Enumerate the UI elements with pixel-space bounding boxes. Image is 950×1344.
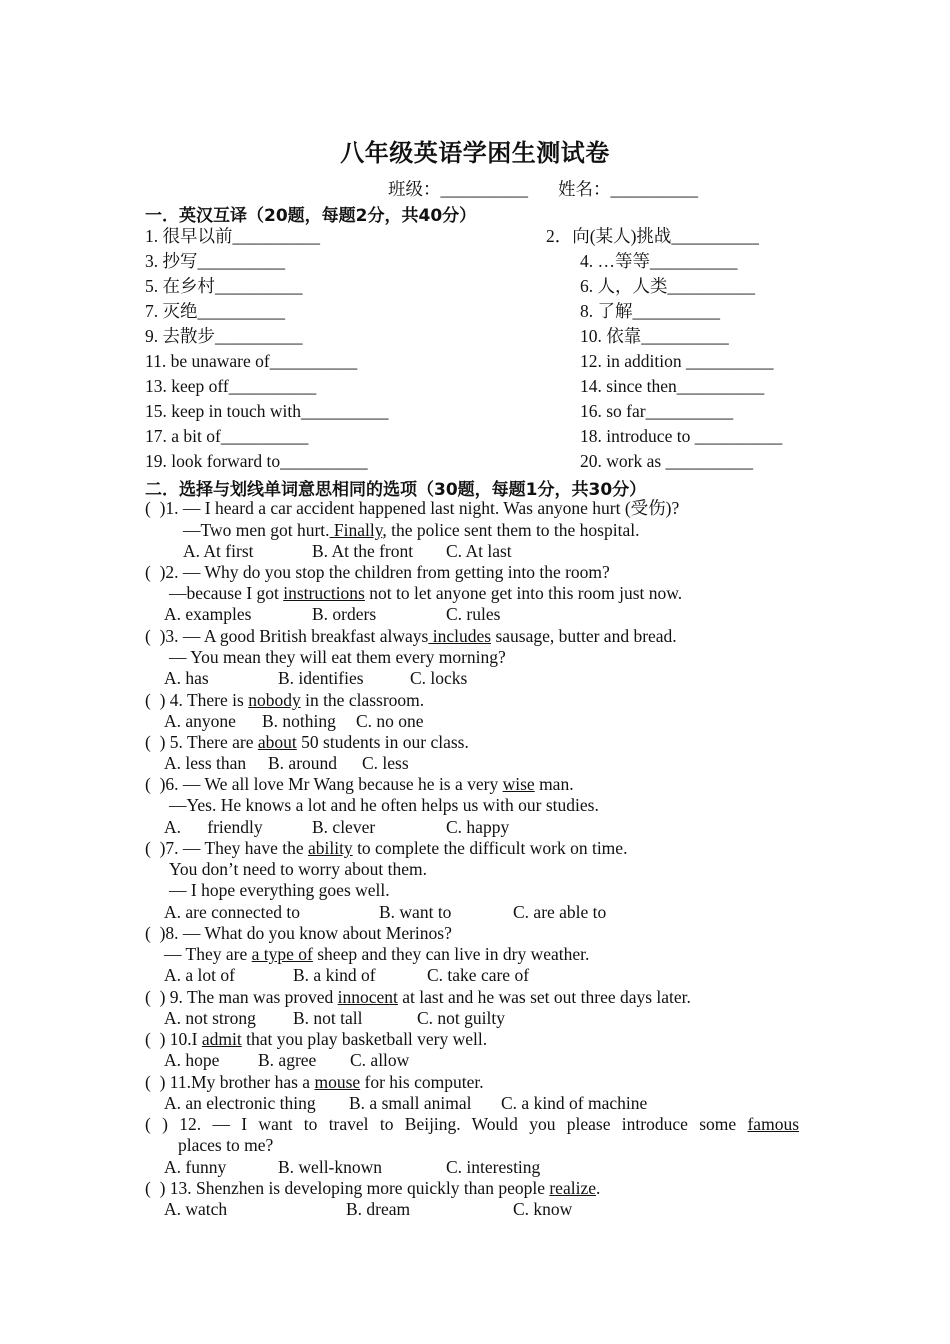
q7-option-b: B. want to	[379, 902, 452, 922]
q12-option-b: B. well-known	[278, 1157, 383, 1177]
vocab-item-5: 5. 在乡村__________	[145, 276, 303, 296]
q10-underlined-word: admit	[201, 1029, 242, 1049]
q3-underlined-word: includes	[428, 626, 492, 646]
q1-option-c: C. At last	[446, 541, 512, 561]
q12-underlined-word: famous	[747, 1114, 800, 1134]
name-field: 姓名：__________	[558, 179, 698, 199]
q10-option-c: C. allow	[350, 1050, 410, 1070]
student-info	[388, 176, 698, 201]
q9-underlined-word: innocent	[337, 987, 398, 1007]
vocab-item-2: 2．向(某人)挑战__________	[546, 226, 759, 246]
q10-question: ( ) 10.I admit that you play basketball very well.	[145, 1029, 488, 1049]
q11-option-a: A. an electronic thing	[164, 1093, 316, 1113]
q10-option-a: A. hope	[164, 1050, 220, 1070]
q6-question: ( )6. — We all love Mr Wang because he is a very wise man.	[145, 774, 574, 794]
q8-reply: — They are a type of sheep and they can live in dry weather.	[164, 944, 590, 964]
q3-reply: — You mean they will eat them every morning?	[169, 647, 506, 667]
vocab-item-18: 18. introduce to __________	[580, 426, 783, 446]
q8-underlined-word: a type of	[251, 944, 313, 964]
q9-question: ( ) 9. The man was proved innocent at last and he was set out three days later.	[145, 987, 691, 1007]
vocab-item-12: 12. in addition __________	[580, 351, 774, 371]
q12-option-a: A. funny	[164, 1157, 227, 1177]
q3-option-b: B. identifies	[278, 668, 364, 688]
q3-question: ( )3. — A good British breakfast always includes sausage, butter and bread.	[145, 626, 677, 646]
vocab-item-17: 17. a bit of__________	[145, 426, 309, 446]
vocab-item-4: 4. …等等__________	[580, 251, 738, 271]
q2-underlined-word: instructions	[283, 583, 365, 603]
q2-option-c: C. rules	[446, 604, 501, 624]
vocab-item-15: 15. keep in touch with__________	[145, 401, 389, 421]
vocab-item-3: 3. 抄写__________	[145, 251, 285, 271]
q1-option-a: A. At first	[183, 541, 254, 561]
q6-option-a: A. friendly	[164, 817, 263, 837]
q7-option-c: C. are able to	[513, 902, 607, 922]
q2-option-b: B. orders	[312, 604, 377, 624]
section1-heading: 一．英汉互译（20题，每题2分，共40分）	[145, 206, 477, 226]
q4-option-b: B. nothing	[262, 711, 336, 731]
q2-option-a: A. examples	[164, 604, 252, 624]
vocab-item-11: 11. be unaware of__________	[145, 351, 358, 371]
class-field: 班级：__________	[388, 179, 528, 199]
q13-underlined-word: realize	[549, 1178, 596, 1198]
vocab-item-1: 1. 很早以前__________	[145, 226, 320, 246]
q12-question-cont: places to me?	[178, 1135, 274, 1155]
q7-option-a: A. are connected to	[164, 902, 301, 922]
q9-option-b: B. not tall	[293, 1008, 363, 1028]
q3-option-c: C. locks	[410, 668, 468, 688]
q13-option-b: B. dream	[346, 1199, 411, 1219]
q1-reply: —Two men got hurt. Finally, the police sent them to the hospital.	[183, 520, 640, 540]
q4-underlined-word: nobody	[248, 690, 301, 710]
q4-question: ( ) 4. There is nobody in the classroom.	[145, 690, 425, 710]
q5-option-b: B. around	[268, 753, 338, 773]
q13-option-a: A. watch	[164, 1199, 228, 1219]
vocab-item-13: 13. keep off__________	[145, 376, 317, 396]
q11-option-c: C. a kind of machine	[501, 1093, 648, 1113]
q9-option-c: C. not guilty	[417, 1008, 505, 1028]
q11-question: ( ) 11.My brother has a mouse for his computer.	[145, 1072, 484, 1092]
section2-heading: 二．选择与划线单词意思相同的选项（30题，每题1分，共30分）	[145, 480, 647, 500]
vocab-item-6: 6. 人，人类__________	[580, 276, 755, 296]
q5-question: ( ) 5. There are about 50 students in our class.	[145, 732, 469, 752]
vocab-item-9: 9. 去散步__________	[145, 326, 303, 346]
vocab-item-14: 14. since then__________	[580, 376, 765, 396]
q4-option-c: C. no one	[356, 711, 424, 731]
page-title: 八年级英语学困生测试卷	[340, 139, 610, 167]
q10-option-b: B. agree	[258, 1050, 317, 1070]
q7-question-cont: You don’t need to worry about them.	[169, 859, 427, 879]
q5-option-a: A. less than	[164, 753, 247, 773]
q7-question: ( )7. — They have the ability to complete the difficult work on time.	[145, 838, 628, 858]
q12-question: ( ) 12. — I want to travel to Beijing. Would you please introduce some famous	[145, 1114, 800, 1134]
vocab-item-8: 8. 了解__________	[580, 301, 720, 321]
q11-underlined-word: mouse	[314, 1072, 361, 1092]
q3-option-a: A. has	[164, 668, 209, 688]
q6-option-c: C. happy	[446, 817, 510, 837]
vocab-item-7: 7. 灭绝__________	[145, 301, 285, 321]
q8-option-b: B. a kind of	[293, 965, 376, 985]
q8-option-a: A. a lot of	[164, 965, 235, 985]
q1-question: ( )1. — I heard a car accident happened last night. Was anyone hurt (受伤)?	[145, 498, 680, 518]
q1-option-b: B. At the front	[312, 541, 414, 561]
q6-reply: —Yes. He knows a lot and he often helps us with our studies.	[169, 795, 599, 815]
q4-option-a: A. anyone	[164, 711, 236, 731]
q7-underlined-word: ability	[307, 838, 353, 858]
vocab-item-19: 19. look forward to__________	[145, 451, 368, 471]
q11-option-b: B. a small animal	[349, 1093, 472, 1113]
q8-option-c: C. take care of	[427, 965, 530, 985]
q12-option-c: C. interesting	[446, 1157, 541, 1177]
q9-option-a: A. not strong	[164, 1008, 256, 1028]
q13-option-c: C. know	[513, 1199, 573, 1219]
q1-underlined-word: Finally	[329, 520, 383, 540]
q7-reply: — I hope everything goes well.	[169, 880, 390, 900]
q2-question: ( )2. — Why do you stop the children from getting into the room?	[145, 562, 610, 582]
q8-question: ( )8. — What do you know about Merinos?	[145, 923, 452, 943]
q5-underlined-word: about	[257, 732, 297, 752]
q13-question: ( ) 13. Shenzhen is developing more quickly than people realize.	[145, 1178, 601, 1198]
q6-underlined-word: wise	[502, 774, 535, 794]
q6-option-b: B. clever	[312, 817, 376, 837]
vocab-item-20: 20. work as __________	[580, 451, 754, 471]
vocab-item-16: 16. so far__________	[580, 401, 734, 421]
q2-reply: —because I got instructions not to let anyone get into this room just now.	[169, 583, 683, 603]
q5-option-c: C. less	[362, 753, 409, 773]
vocab-item-10: 10. 依靠__________	[580, 326, 729, 346]
